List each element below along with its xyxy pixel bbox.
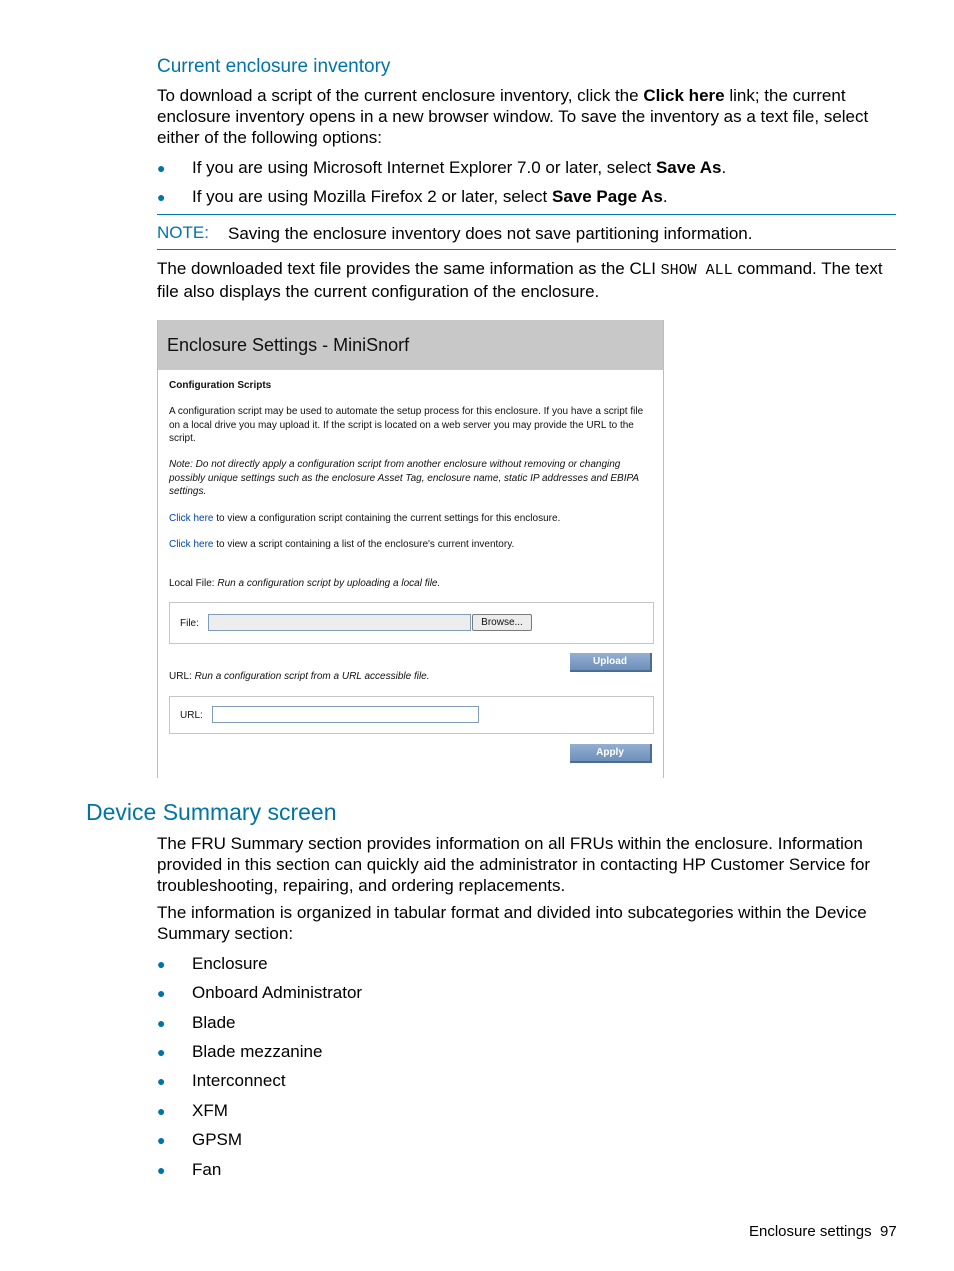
url-input[interactable]	[212, 706, 479, 723]
click-here-inventory-link[interactable]: Click here	[169, 539, 214, 550]
apply-button[interactable]: Apply	[570, 744, 652, 763]
list-item-text: If you are using Microsoft Internet Explorer 7.0 or later, select	[192, 158, 656, 177]
screenshot-title: Enclosure Settings - MiniSnorf	[158, 320, 663, 370]
settings-link-desc: to view a configuration script containing the current settings for this enclosure.	[213, 513, 561, 524]
bullet-dot: ●	[157, 1162, 166, 1178]
list-item-bold: Save As	[655, 158, 722, 177]
list-item: Blade mezzanine	[192, 1042, 323, 1061]
file-input[interactable]	[208, 614, 471, 631]
list-item: Interconnect	[192, 1071, 286, 1090]
list-item-bold: Save Page As	[552, 187, 663, 206]
fru-paragraph: The FRU Summary section provides information on all FRUs within the enclosure. Information provided in this section can quickly aid the administrator in contacting HP Customer Service for troubleshooting, repairing, and ordering replacements.	[157, 834, 871, 895]
file-upload-box	[169, 602, 654, 644]
local-file-desc: Run a configuration script by uploading a local file.	[217, 578, 441, 589]
url-section-label: URL:	[169, 671, 192, 682]
list-item-text: If you are using Mozilla Firefox 2 or later, select	[192, 187, 552, 206]
list-item: XFM	[192, 1101, 228, 1120]
cli-command: SHOW ALL	[660, 262, 733, 279]
bullet-dot: ●	[157, 1015, 166, 1031]
bullet-dot: ●	[157, 1103, 166, 1119]
list-item-tail: .	[721, 158, 727, 177]
note-label: NOTE:	[157, 223, 209, 242]
enclosure-settings-screenshot	[157, 320, 664, 778]
config-scripts-heading: Configuration Scripts	[169, 380, 272, 391]
list-item: Fan	[192, 1160, 222, 1179]
bullet-dot: ●	[157, 985, 166, 1001]
section-heading: Device Summary screen	[86, 799, 337, 825]
local-file-line	[169, 577, 655, 591]
list-item	[192, 157, 902, 178]
subsection-heading: Current enclosure inventory	[157, 56, 391, 77]
intro-paragraph	[157, 85, 899, 148]
intro-text-pre: To download a script of the current enclosure inventory, click the	[157, 86, 644, 105]
list-item: Blade	[192, 1013, 236, 1032]
bullet-dot: ●	[157, 1132, 166, 1148]
config-description: A configuration script may be used to automate the setup process for this enclosure. If you have a script file on a local drive you may upload it. If the script is located on a web server you may provide the URL to the script.	[169, 406, 644, 444]
download-paragraph	[157, 258, 899, 302]
inventory-link-desc: to view a script containing a list of the enclosure's current inventory.	[213, 539, 515, 550]
url-section-line	[169, 670, 655, 684]
page-number: 97	[880, 1223, 897, 1240]
intro-text-post: link; the current enclosure inventory opens in a new browser window. To save the inventory as a text file, select either of the following options:	[157, 86, 869, 147]
bullet-dot: ●	[157, 189, 166, 205]
local-file-label: Local File:	[169, 578, 215, 589]
download-text-pre: The downloaded text file provides the same information as the CLI	[157, 259, 661, 278]
note-text: Saving the enclosure inventory does not save partitioning information.	[228, 224, 753, 243]
bullet-dot: ●	[157, 1073, 166, 1089]
url-box	[169, 696, 654, 734]
download-text-post: command. The text file also displays the current configuration of the enclosure.	[157, 259, 883, 301]
upload-button[interactable]: Upload	[570, 653, 652, 672]
inventory-link-line	[169, 538, 655, 552]
file-label: File:	[180, 618, 199, 629]
note-rule-top	[157, 214, 896, 215]
click-here-settings-link[interactable]: Click here	[169, 513, 214, 524]
list-item: Enclosure	[192, 954, 268, 973]
url-section-desc: Run a configuration script from a URL accessible file.	[194, 671, 430, 682]
bullet-dot: ●	[157, 956, 166, 972]
list-item: Onboard Administrator	[192, 983, 363, 1002]
bullet-dot: ●	[157, 1044, 166, 1060]
config-note-text: Note: Do not directly apply a configuration script from another enclosure without removing or changing possibly unique settings such as the enclosure Asset Tag, enclosure name, static IP addresses and EBIPA settings.	[169, 459, 639, 497]
list-item: GPSM	[192, 1130, 243, 1149]
browse-button[interactable]: Browse...	[472, 614, 532, 631]
footer-section-name: Enclosure settings	[749, 1223, 872, 1240]
config-note	[169, 458, 655, 499]
subcategory-paragraph: The information is organized in tabular format and divided into subcategories within the Device Summary section:	[157, 903, 867, 943]
intro-text-bold: Click here	[643, 86, 725, 105]
bullet-dot: ●	[157, 160, 166, 176]
settings-link-line	[169, 512, 655, 526]
list-item-tail: .	[662, 187, 668, 206]
note-rule-bottom	[157, 249, 896, 250]
url-label: URL:	[180, 710, 203, 721]
list-item	[192, 186, 902, 207]
